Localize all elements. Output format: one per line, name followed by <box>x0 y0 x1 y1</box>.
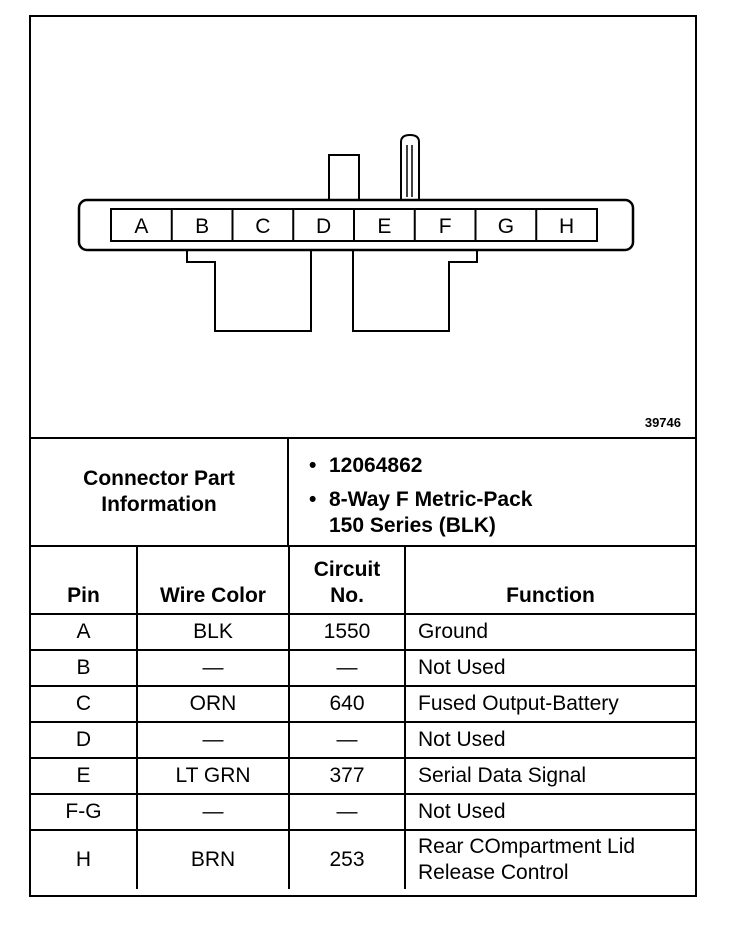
header-circuit-line2: No. <box>330 584 364 607</box>
function-text: Serial Data Signal <box>418 764 587 787</box>
connector-body-outline <box>79 200 633 250</box>
table-row <box>31 722 695 758</box>
circuit-cell: 640 <box>289 686 405 722</box>
part-number: 12064862 <box>329 454 423 477</box>
function-cell <box>405 614 695 650</box>
table-row <box>31 794 695 830</box>
circuit-cell: 377 <box>289 758 405 794</box>
circuit-cell: — <box>289 722 405 758</box>
pin-label-g: G <box>497 215 515 238</box>
function-text: Fused Output-Battery <box>418 692 619 715</box>
info-label-line1: Connector Part <box>83 467 235 490</box>
pin-cell: D <box>31 722 137 758</box>
wire-color-cell: ORN <box>137 686 289 722</box>
circuit-cell: — <box>289 650 405 686</box>
connector-diagram <box>31 17 695 437</box>
table-row <box>31 650 695 686</box>
pin-cell: F-G <box>31 794 137 830</box>
top-tab <box>329 155 359 200</box>
function-text: Ground <box>418 620 489 643</box>
pin-label-a: A <box>134 215 149 238</box>
pin-cell: E <box>31 758 137 794</box>
pin-label-c: C <box>255 215 271 238</box>
circuit-cell: — <box>289 794 405 830</box>
function-text: Not Used <box>418 728 506 751</box>
table-row <box>31 758 695 794</box>
lock-latch <box>401 135 419 200</box>
bottom-right-lug <box>353 250 477 331</box>
pin-cell: H <box>31 830 137 889</box>
circuit-cell: 1550 <box>289 614 405 650</box>
connector-type-line1: 8-Way F Metric-Pack <box>329 488 533 511</box>
pin-label-e: E <box>377 215 392 238</box>
table-row <box>31 614 695 650</box>
pin-label-f: F <box>438 215 452 238</box>
wire-color-cell: LT GRN <box>137 758 289 794</box>
info-list <box>289 439 695 545</box>
function-text: Rear COmpartment Lid <box>418 835 636 858</box>
function-text: Not Used <box>418 656 506 679</box>
bottom-left-lug <box>187 250 311 331</box>
function-text: Not Used <box>418 800 506 823</box>
function-cell <box>405 650 695 686</box>
pin-label-d: D <box>316 215 332 238</box>
bullet-icon: • <box>309 488 317 511</box>
pin-label-h: H <box>559 215 575 238</box>
wire-color-cell: BRN <box>137 830 289 889</box>
connector-type-line2: 150 Series (BLK) <box>329 514 496 537</box>
table-row <box>31 686 695 722</box>
table-row <box>31 830 695 889</box>
function-text-line2: Release Control <box>418 861 569 884</box>
header-pin: Pin <box>31 547 137 614</box>
header-wire-color: Wire Color <box>137 547 289 614</box>
circuit-cell: 253 <box>289 830 405 889</box>
header-circuit <box>289 547 405 614</box>
info-label <box>31 439 289 545</box>
function-cell <box>405 758 695 794</box>
wire-color-cell: BLK <box>137 614 289 650</box>
pin-label-b: B <box>195 215 210 238</box>
pin-cell: B <box>31 650 137 686</box>
wire-color-cell: — <box>137 794 289 830</box>
figure-number: 39746 <box>644 415 681 430</box>
function-cell <box>405 830 695 889</box>
function-cell <box>405 722 695 758</box>
pin-cell: A <box>31 614 137 650</box>
connector-info-frame <box>29 15 697 897</box>
header-circuit-line1: Circuit <box>313 558 381 581</box>
wire-color-cell: — <box>137 650 289 686</box>
pin-cell: C <box>31 686 137 722</box>
header-function: Function <box>405 547 695 614</box>
bullet-icon: • <box>309 454 317 477</box>
pin-table-header <box>31 547 695 614</box>
pin-table <box>31 547 695 889</box>
info-label-line2: Information <box>101 493 217 516</box>
function-cell <box>405 794 695 830</box>
info-item-part-number <box>309 453 695 479</box>
info-item-connector-type <box>309 487 695 539</box>
connector-part-info <box>31 437 695 547</box>
function-cell <box>405 686 695 722</box>
wire-color-cell: — <box>137 722 289 758</box>
connector-drawing <box>31 17 695 437</box>
